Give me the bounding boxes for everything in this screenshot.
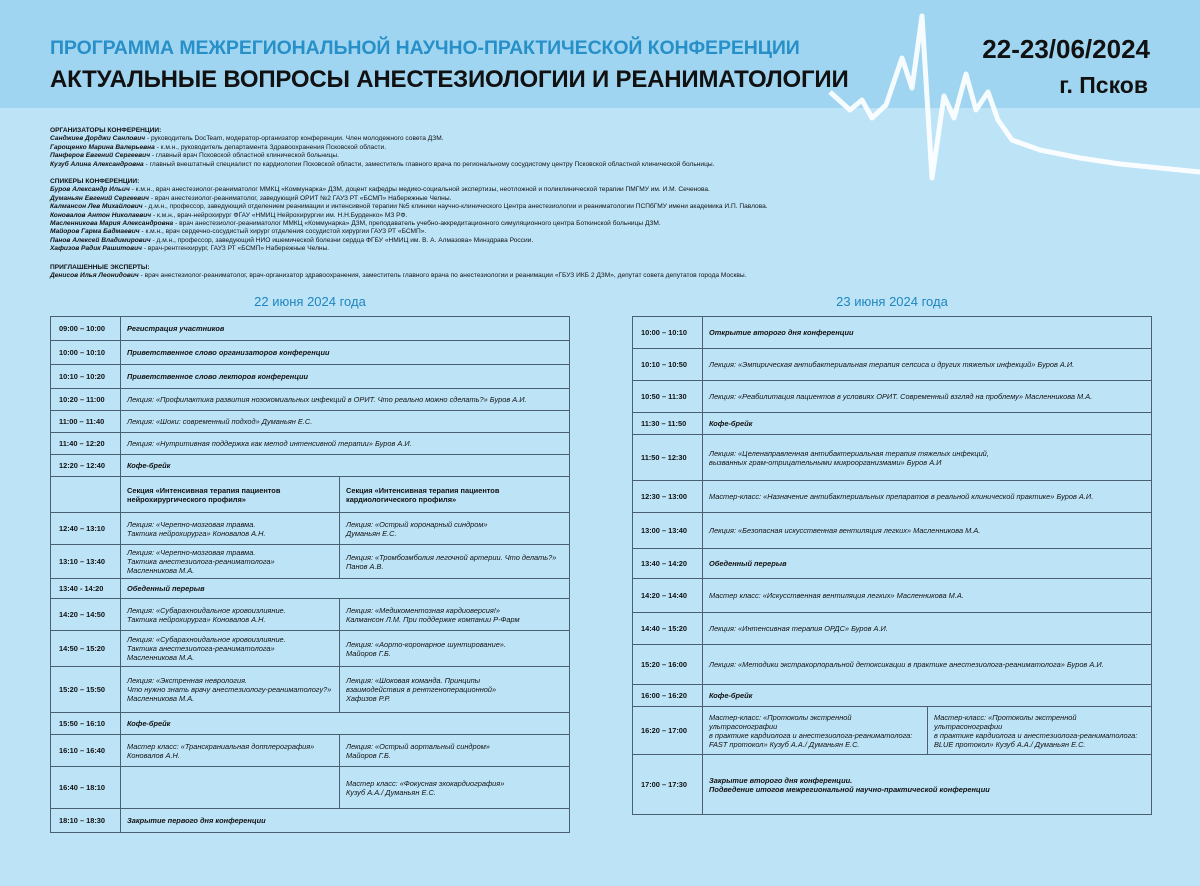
title-line-2: АКТУАЛЬНЫЕ ВОПРОСЫ АНЕСТЕЗИОЛОГИИ И РЕАНИМАТОЛОГИИ: [50, 66, 849, 93]
schedule-row: [51, 455, 570, 477]
time-cell: 16:00 – 16:20: [633, 685, 703, 707]
time-cell: 14:20 – 14:50: [51, 599, 121, 631]
organizers-entry: [50, 152, 714, 160]
day2-schedule-table: [632, 316, 1152, 815]
session-cell-b: Лекция: «Шоковая команда. Принципы взаимодействия в рентгеноперационной» Хафизов Р.Р.: [340, 667, 570, 713]
session-cell-a: Мастер класс: «Транскраниальная допплерография» Коновалов А.Н.: [121, 735, 340, 767]
schedule-row: [633, 613, 1152, 645]
speakers-entry: [50, 237, 768, 245]
person-role: - врач-рентгенхирург, ГАУЗ РТ «БСМП» Набережные Челны.: [142, 245, 330, 253]
event-cell: Открытие второго дня конференции: [703, 317, 1152, 349]
schedule-row: [51, 389, 570, 411]
time-cell: 13:00 – 13:40: [633, 513, 703, 549]
time-cell: [51, 477, 121, 513]
speakers-heading: СПИКЕРЫ КОНФЕРЕНЦИИ:: [50, 178, 140, 185]
session-cell-b: Лекция: «Острый аортальный синдром» Майоров Г.Б.: [340, 735, 570, 767]
session-cell-b: Лекция: «Аорто-коронарное шунтирование». Майоров Г.Б.: [340, 631, 570, 667]
event-cell: Регистрация участников: [121, 317, 570, 341]
schedule-row: [51, 477, 570, 513]
time-cell: 10:00 – 10:10: [633, 317, 703, 349]
speakers-entry: [50, 195, 768, 203]
time-cell: 17:00 – 17:30: [633, 755, 703, 815]
organizers-heading: ОРГАНИЗАТОРЫ КОНФЕРЕНЦИИ:: [50, 127, 162, 134]
person-name: Хафизов Радик Рашитович: [50, 245, 143, 253]
time-cell: 16:40 – 18:10: [51, 767, 121, 809]
schedule-row: [633, 579, 1152, 613]
event-cell: Лекция: «Эмпирическая антибактериальная терапия сепсиса и других тяжелых инфекций» Буров А.И.: [703, 349, 1152, 381]
schedule-row: [633, 413, 1152, 435]
experts-entry: [50, 272, 746, 280]
time-cell: 14:20 – 14:40: [633, 579, 703, 613]
schedule-row: [633, 755, 1152, 815]
event-cell: Закрытие первого дня конференции: [121, 809, 570, 833]
speakers-block: [50, 178, 768, 254]
person-role: - главный внештатный специалист по кардиологии Псковской области, заместитель главного врача по региональному сосудистому центру Псковской областной клинической больницы.: [143, 160, 715, 168]
time-cell: 12:20 – 12:40: [51, 455, 121, 477]
speakers-entry: [50, 203, 768, 211]
time-cell: 15:20 – 16:00: [633, 645, 703, 685]
event-cell: Мастер-класс: «Назначение антибактериальных препаратов в реальной клинической практике» Буров А.И.: [703, 481, 1152, 513]
time-cell: 12:40 – 13:10: [51, 513, 121, 545]
time-cell: 18:10 – 18:30: [51, 809, 121, 833]
event-cell: Приветственное слово лекторов конференции: [121, 365, 570, 389]
experts-heading: ПРИГЛАШЕННЫЕ ЭКСПЕРТЫ:: [50, 264, 150, 271]
person-role: - к.м.н., врач анестезиолог-реаниматолог ММКЦ «Коммунарка» ДЗМ, доцент кафедры медико-социальной экспертизы, неотложной и поликлинической терапии ПМГМУ им. И.М. Сеченова.: [129, 186, 710, 194]
time-cell: 13:10 – 13:40: [51, 545, 121, 579]
session-cell-b: Секция «Интенсивная терапия пациентов кардиологического профиля»: [340, 477, 570, 513]
person-name: Майоров Гарма Бадмаевич: [50, 228, 140, 236]
organizers-entry: [50, 144, 714, 152]
day2-title: 23 июня 2024 года: [836, 294, 948, 309]
time-cell: 14:50 – 15:20: [51, 631, 121, 667]
session-cell-a: Лекция: «Черепно-мозговая травма. Тактика анестезиолога-реаниматолога» Масленникова М.А.: [121, 545, 340, 579]
organizers-entry: [50, 161, 714, 169]
person-role: - врач анестезиолог-реаниматолог, врач-организатор здравоохранения, заместитель главного врача по анестезиологии и реанимации «ГБУЗ ИКБ 2 ДЗМ», депутат совета депутатов города Москвы.: [138, 272, 747, 280]
time-cell: 13:40 – 14:20: [633, 549, 703, 579]
schedule-row: [51, 579, 570, 599]
schedule-row: [633, 481, 1152, 513]
session-cell-a: Лекция: «Субарахноидальное кровоизлияние. Тактика анестезиолога-реаниматолога» Масленникова М.А.: [121, 631, 340, 667]
ecg-wave-decoration: [0, 0, 1200, 200]
session-cell-b: Лекция: «Тромбоэмболия легочной артерии. Что делать?» Панов А.В.: [340, 545, 570, 579]
person-role: - руководитель DocTeam, модератор-организатор конференции. Член молодежного совета ДЗМ.: [145, 135, 444, 143]
schedule-row: [51, 365, 570, 389]
schedule-row: [51, 713, 570, 735]
person-name: Коновалов Антон Николаевич: [50, 211, 152, 219]
time-cell: 11:30 – 11:50: [633, 413, 703, 435]
event-cell: Обеденный перерыв: [703, 549, 1152, 579]
event-date: 22-23/06/2024: [982, 34, 1150, 64]
schedule-row: [633, 381, 1152, 413]
event-cell: Приветственное слово организаторов конференции: [121, 341, 570, 365]
schedule-row: [633, 549, 1152, 579]
session-cell-b: Лекция: «Медикоментозная кардиоверсия!» Калмансон Л.М. При поддержке компании Р-Фарм: [340, 599, 570, 631]
person-name: Панов Алексей Владимирович: [50, 236, 151, 244]
schedule-row: [633, 317, 1152, 349]
person-name: Калмансон Лев Михайлович: [50, 203, 143, 211]
session-cell-b: Мастер-класс: «Протоколы экстренной ультрасонографии в практике кардиолога и анестезиолога-реаниматолога: BLUE протокол» Кузуб А.А./ Думаньян Е.С.: [928, 707, 1152, 755]
person-name: Буров Александр Ильич: [50, 186, 130, 194]
person-role: - врач анестезиолог-реаниматолог, заведующий ОРИТ №2 ГАУЗ РТ «БСМП» Набережные Челны.: [149, 194, 452, 202]
schedule-row: [633, 435, 1152, 481]
schedule-row: [51, 631, 570, 667]
title-line-1: ПРОГРАММА МЕЖРЕГИОНАЛЬНОЙ НАУЧНО-ПРАКТИЧЕСКОЙ КОНФЕРЕНЦИИ: [50, 37, 800, 59]
experts-block: [50, 264, 746, 281]
schedule-row: [633, 513, 1152, 549]
event-cell: Закрытие второго дня конференции. Подведение итогов межрегиональной научно-практической конференции: [703, 755, 1152, 815]
speakers-entry: [50, 228, 768, 236]
schedule-row: [633, 349, 1152, 381]
person-name: Панферов Евгений Сергеевич: [50, 152, 151, 160]
session-cell-a: Мастер-класс: «Протоколы экстренной ультрасонографии в практике кардиолога и анестезиолога-реаниматолога: FAST протокол» Кузуб А.А./ Думаньян Е.С.: [703, 707, 928, 755]
event-cell: Лекция: «Профилактика развития нозокомиальных инфекций в ОРИТ. Что реально можно сделать?» Буров А.И.: [121, 389, 570, 411]
organizers-entry: [50, 135, 714, 143]
person-name: Думаньян Евгений Сергеевич: [50, 194, 150, 202]
event-cell: Обеденный перерыв: [121, 579, 570, 599]
event-cell: Кофе-брейк: [703, 685, 1152, 707]
event-cell: Лекция: «Шоки: современный подход» Думаньян Е.С.: [121, 411, 570, 433]
event-cell: Кофе-брейк: [121, 713, 570, 735]
person-name: Денисов Илья Леонидович: [50, 272, 139, 280]
time-cell: 10:00 – 10:10: [51, 341, 121, 365]
person-name: Гарощенко Марина Валерьевна: [50, 143, 155, 151]
schedule-row: [51, 433, 570, 455]
session-cell-a: Лекция: «Субарахноидальное кровоизлияние. Тактика нейрохирурга» Коновалов А.Н.: [121, 599, 340, 631]
time-cell: 09:00 – 10:00: [51, 317, 121, 341]
person-role: - д.м.н., профессор, заведующий отделением реанимации и интенсивной терапии №5 клиники научно-клинического Центра анестезиологии и реаниматологии ПСПбГМУ имени академика И.П. Павлова.: [142, 203, 768, 211]
session-cell-a: Секция «Интенсивная терапия пациентов нейрохирургического профиля»: [121, 477, 340, 513]
person-name: Масленникова Мария Александровна: [50, 220, 174, 228]
schedule-row: [51, 735, 570, 767]
schedule-row: [51, 513, 570, 545]
session-cell-a: Лекция: «Черепно-мозговая травма. Тактика нейрохирурга» Коновалов А.Н.: [121, 513, 340, 545]
schedule-row: [633, 645, 1152, 685]
schedule-row: [51, 545, 570, 579]
speakers-entry: [50, 245, 768, 253]
person-role: - к.м.н., врач сердечно-сосудистый хирург отделения сосудистой хирургии ГАУЗ РТ «БСМП».: [139, 228, 427, 236]
person-name: Санджиев Дорджи Санлович: [50, 135, 146, 143]
schedule-row: [51, 317, 570, 341]
person-role: - главный врач Псковской областной клинической больницы.: [150, 152, 339, 160]
event-cell: Кофе-брейк: [703, 413, 1152, 435]
person-role: - к.м.н., врач-нейрохирург ФГАУ «НМИЦ Нейрохирургии им. Н.Н.Бурденко» МЗ РФ.: [151, 211, 408, 219]
session-cell-a: [121, 767, 340, 809]
event-cell: Кофе-брейк: [121, 455, 570, 477]
person-role: - к.м.н., руководитель департамента Здравоохранения Псковской области.: [154, 143, 387, 151]
schedule-row: [51, 667, 570, 713]
time-cell: 13:40 - 14:20: [51, 579, 121, 599]
schedule-row: [633, 685, 1152, 707]
time-cell: 11:40 – 12:20: [51, 433, 121, 455]
schedule-row: [633, 707, 1152, 755]
time-cell: 10:10 – 10:50: [633, 349, 703, 381]
time-cell: 15:20 – 15:50: [51, 667, 121, 713]
time-cell: 14:40 – 15:20: [633, 613, 703, 645]
session-cell-a: Лекция: «Экстренная неврология. Что нужно знать врачу анестезиологу-реаниматологу?» Масленникова М.А.: [121, 667, 340, 713]
event-city: г. Псков: [1059, 72, 1148, 98]
speakers-entry: [50, 212, 768, 220]
event-cell: Лекция: «Реабилитация пациентов в условиях ОРИТ. Современный взгляд на проблему» Масленникова М.А.: [703, 381, 1152, 413]
schedule-row: [51, 809, 570, 833]
event-cell: Лекция: «Нутритивная поддержка как метод интенсивной терапии» Буров А.И.: [121, 433, 570, 455]
schedule-row: [51, 767, 570, 809]
speakers-entry: [50, 186, 768, 194]
event-cell: Лекция: «Целенаправленная антибактериальная терапия тяжелых инфекций, вызванных грам-отрицательными микроорганизмами» Буров А.И: [703, 435, 1152, 481]
day1-title: 22 июня 2024 года: [254, 294, 366, 309]
time-cell: 16:20 – 17:00: [633, 707, 703, 755]
time-cell: 10:50 – 11:30: [633, 381, 703, 413]
time-cell: 11:00 – 11:40: [51, 411, 121, 433]
day1-schedule-table: [50, 316, 570, 833]
time-cell: 10:10 – 10:20: [51, 365, 121, 389]
time-cell: 16:10 – 16:40: [51, 735, 121, 767]
session-cell-b: Лекция: «Острый коронарный синдром» Думаньян Е.С.: [340, 513, 570, 545]
time-cell: 12:30 – 13:00: [633, 481, 703, 513]
person-name: Кузуб Алина Александровна: [50, 160, 144, 168]
person-role: - врач анестезиолог-реаниматолог ММКЦ «Коммунарка» ДЗМ, преподаватель учебно-аккредитационного симуляционного центра Боткинской больницы ДЗМ.: [173, 220, 661, 228]
schedule-row: [51, 411, 570, 433]
organizers-block: [50, 127, 714, 169]
time-cell: 15:50 – 16:10: [51, 713, 121, 735]
time-cell: 10:20 – 11:00: [51, 389, 121, 411]
event-cell: Лекция: «Методики экстракорпоральной детоксикации в практике анестезиолога-реаниматолога» Буров А.И.: [703, 645, 1152, 685]
event-cell: Лекция: «Интенсивная терапия ОРДС» Буров А.И.: [703, 613, 1152, 645]
event-cell: Мастер класс: «Искусственная вентиляция легких» Масленникова М.А.: [703, 579, 1152, 613]
schedule-row: [51, 341, 570, 365]
schedule-row: [51, 599, 570, 631]
person-role: - д.м.н., профессор, заведующий НИО ишемической болезни сердца ФГБУ «НМИЦ им. В. А. Алмазова» Минздрава России.: [150, 236, 534, 244]
event-cell: Лекция: «Безопасная искусственная вентиляция легких» Масленникова М.А.: [703, 513, 1152, 549]
session-cell-b: Мастер класс: «Фокусная эхокардиография» Кузуб А.А./ Думаньян Е.С.: [340, 767, 570, 809]
time-cell: 11:50 – 12:30: [633, 435, 703, 481]
